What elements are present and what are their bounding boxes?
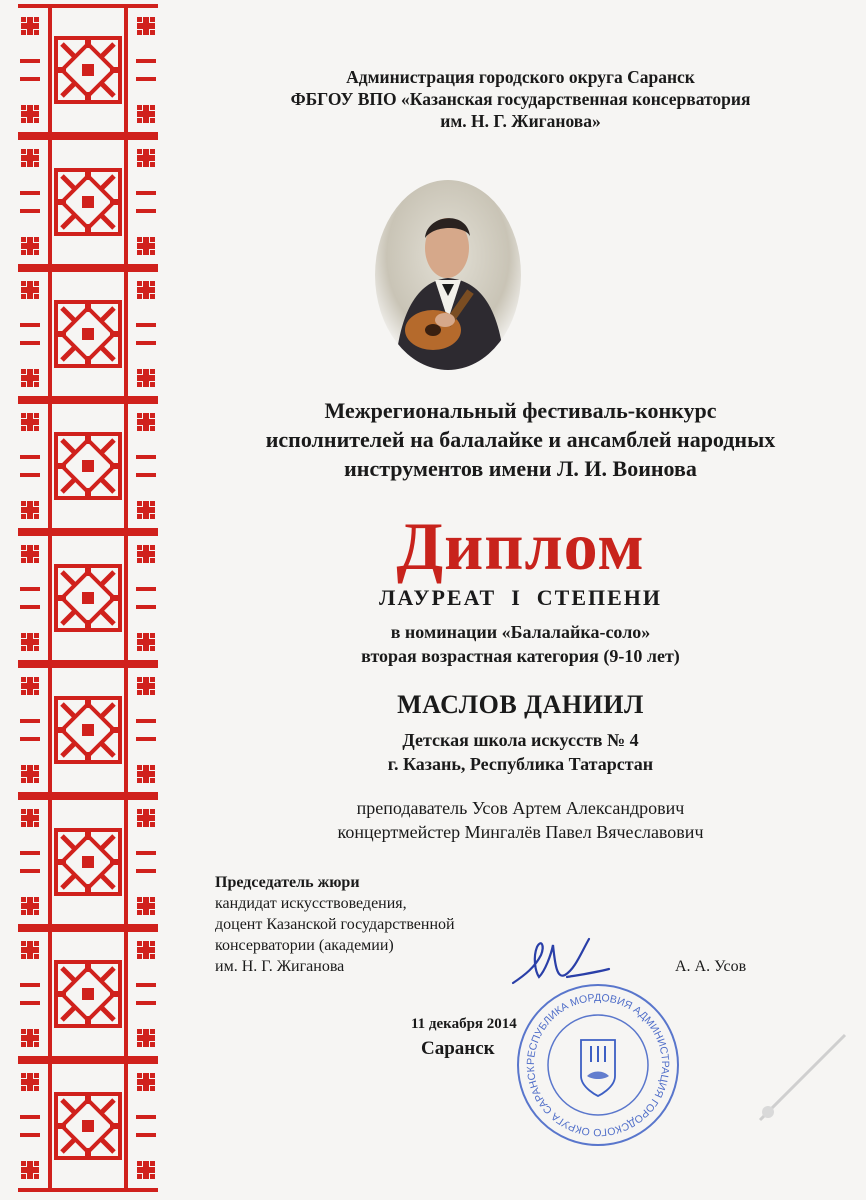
issuer-line-3: им. Н. Г. Жиганова»: [440, 111, 601, 131]
nomination-block: [175, 620, 866, 668]
issue-city: Саранск: [421, 1038, 495, 1059]
diploma-content: [175, 0, 866, 1200]
jury-title: Председатель жюри: [215, 874, 360, 891]
pin-mark: [750, 1020, 860, 1135]
jury-credential-2: доцент Казанской государственной: [215, 916, 455, 933]
accompanist-name: концертмейстер Мингалёв Павел Вячеславович: [337, 822, 704, 842]
jury-block: [215, 872, 555, 977]
recipient-school-block: [175, 728, 866, 776]
recipient-name: МАСЛОВ ДАНИИЛ: [397, 690, 644, 719]
jury-credential-3: консерватории (академии): [215, 937, 394, 954]
issuer-line-2: ФБГОУ ВПО «Казанская государственная консерватория: [290, 89, 751, 109]
issue-date: 11 декабря 2014: [411, 1016, 517, 1032]
jury-credential-4: им. Н. Г. Жиганова: [215, 958, 345, 975]
teachers-block: [175, 796, 866, 844]
issuer-line-1: Администрация городского округа Саранск: [346, 67, 695, 87]
diploma-title: Диплом: [396, 508, 645, 584]
jury-signer: А. А. Усов: [675, 958, 747, 975]
age-category: вторая возрастная категория (9-10 лет): [361, 646, 680, 666]
festival-line-3: инструментов имени Л. И. Воинова: [344, 456, 697, 481]
teacher-name: преподаватель Усов Артем Александрович: [356, 798, 685, 818]
festival-title: [175, 396, 866, 483]
laureate-degree: ЛАУРЕАТ I СТЕПЕНИ: [378, 585, 663, 610]
recipient-school: Детская школа искусств № 4: [402, 730, 639, 750]
recipient-location: г. Казань, Республика Татарстан: [387, 754, 654, 774]
festival-line-2: исполнителей на балалайке и ансамблей народных: [265, 427, 776, 452]
jury-credential-1: кандидат искусствоведения,: [215, 895, 407, 912]
festival-line-1: Межрегиональный фестиваль-конкурс: [324, 398, 717, 423]
ornament-border: [18, 4, 158, 1196]
nomination-text: в номинации «Балалайка-соло»: [390, 622, 651, 642]
issuer-header: [175, 66, 866, 132]
stamp-ring-text: РЕСПУБЛИКА МОРДОВИЯ АДМИНИСТРАЦИЯ ГОРОДСКОГО ОКРУГА САРАНСК: [524, 991, 672, 1139]
stamp-seal: [513, 980, 683, 1155]
portrait-image: [375, 180, 521, 370]
